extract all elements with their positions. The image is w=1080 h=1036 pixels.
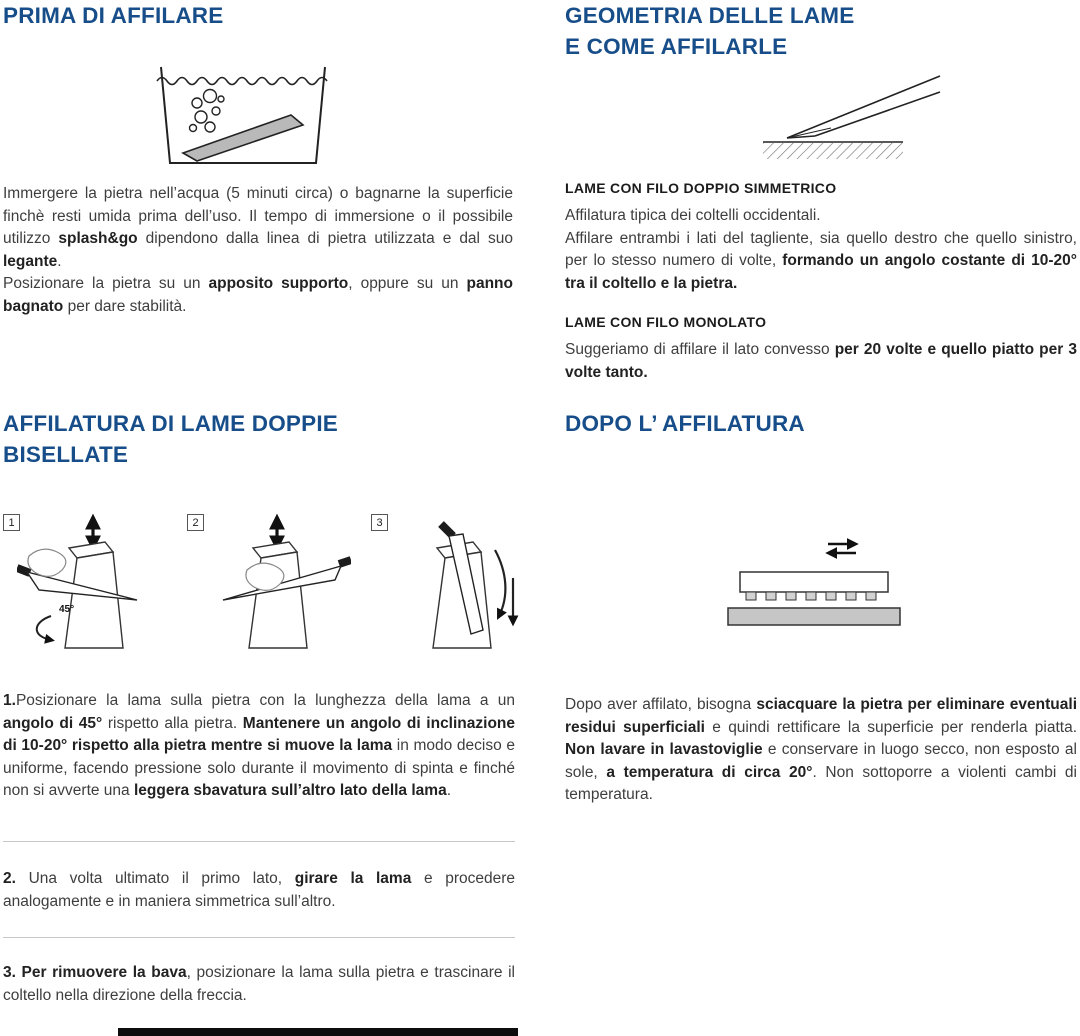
subheading-filo-monolato: LAME CON FILO MONOLATO bbox=[565, 314, 767, 331]
stone-flattening-illustration bbox=[565, 534, 1080, 642]
section-title-line2: BISELLATE bbox=[3, 442, 129, 467]
section-title bbox=[3, 408, 543, 470]
body-paragraph bbox=[3, 183, 513, 319]
stone-slab-icon bbox=[728, 608, 900, 625]
section-dopo-affilatura bbox=[565, 408, 1080, 807]
knife-flipped-on-stone-icon bbox=[201, 512, 351, 656]
section-title-line1: GEOMETRIA DELLE LAME bbox=[565, 3, 855, 28]
subheading-filo-doppio: LAME CON FILO DOPPIO SIMMETRICO bbox=[565, 180, 837, 196]
bubbles-icon bbox=[190, 90, 225, 133]
knife-on-stone-45deg-icon bbox=[17, 512, 167, 656]
bottom-crop-bar bbox=[118, 1028, 518, 1036]
sharpening-step-3-illustration bbox=[371, 508, 541, 656]
section-title bbox=[565, 0, 1080, 62]
knife-drag-direction-icon bbox=[385, 512, 535, 656]
section-geometria-delle-lame bbox=[565, 0, 1080, 385]
step-3-text: 3. Per rimuovere la bava, posizionare la lama sulla pietra e trascinare il coltello nella direzione della freccia. bbox=[3, 964, 515, 1004]
divider bbox=[3, 841, 515, 842]
paragraph-line: Immergere la pietra nell’acqua (5 minuti circa) o bagnarne la superficie finchè resti umida prima dell’uso. Il tempo di immersione o il possibile utilizzo splash&go dipendono dalla linea di pietra utilizzata e dal suo legante. bbox=[3, 185, 513, 270]
lapping-teeth-icon bbox=[746, 592, 876, 600]
divider bbox=[3, 937, 515, 938]
blade-angle-icon bbox=[735, 72, 945, 164]
step-1-text: 1.Posizionare la lama sulla pietra con la lunghezza della lama a un angolo di 45° rispetto alla pietra. Mantenere un angolo di inclinazione di 10-20° rispetto alla pietra mentre si muove la lama in modo deciso e uniforme, facendo pressione solo durante il movimento di spinta e finché non si avverte una leggera sbavatura sull’altro lato della lama. bbox=[3, 692, 515, 800]
sharpening-steps-figures bbox=[3, 508, 543, 656]
paragraph-line: Posizionare la pietra su un apposito supporto, oppure su un panno bagnato per dare stabilità. bbox=[3, 275, 513, 315]
body-paragraph: Suggeriamo di affilare il lato convesso per 20 volte e quello piatto per 3 volte tanto. bbox=[565, 341, 1077, 381]
page-title: PRIMA DI AFFILARE bbox=[3, 3, 224, 28]
sharpening-stone-icon bbox=[183, 115, 303, 161]
section-prima-di-affilare bbox=[3, 0, 513, 319]
step-number-badge: 2 bbox=[187, 514, 204, 531]
angle-45-label: 45° bbox=[59, 604, 75, 615]
section-title-line1: AFFILATURA DI LAME DOPPIE bbox=[3, 411, 338, 436]
section-title-line2: E COME AFFILARLE bbox=[565, 34, 788, 59]
body-paragraph: Affilare entrambi i lati del tagliente, sia quello destro che quello sinistro, per lo stesso numero di volte, formando un angolo costante di 10-20° tra il coltello e la pietra. bbox=[565, 229, 1077, 292]
blade-geometry-illustration bbox=[565, 72, 1080, 164]
body-paragraph: Dopo aver affilato, bisogna sciacquare la pietra per eliminare eventuali residui superficiali e quindi rettificare la superficie per renderla piatta. Non lavare in lavastoviglie e conservare in luogo secco, non esposto al sole, a temperatura di circa 20°. Non sottoporre a violenti cambi di temperatura. bbox=[565, 696, 1078, 804]
lapping-plate-icon bbox=[700, 534, 930, 642]
step-number-badge: 1 bbox=[3, 514, 20, 531]
water-basin-icon bbox=[153, 61, 333, 173]
section-title: DOPO L’ AFFILATURA bbox=[565, 411, 805, 436]
step-number-badge: 3 bbox=[371, 514, 388, 531]
step-2-text: 2. Una volta ultimato il primo lato, girare la lama e procedere analogamente e in maniera simmetrica sull’altro. bbox=[3, 869, 515, 910]
section-affilatura-lame-doppie bbox=[3, 408, 543, 1007]
sharpening-step-1-illustration bbox=[3, 508, 173, 656]
sharpening-step-2-illustration bbox=[187, 508, 357, 656]
body-paragraph: Affilatura tipica dei coltelli occidentali. bbox=[565, 207, 821, 224]
stone-soaking-illustration bbox=[3, 61, 513, 173]
